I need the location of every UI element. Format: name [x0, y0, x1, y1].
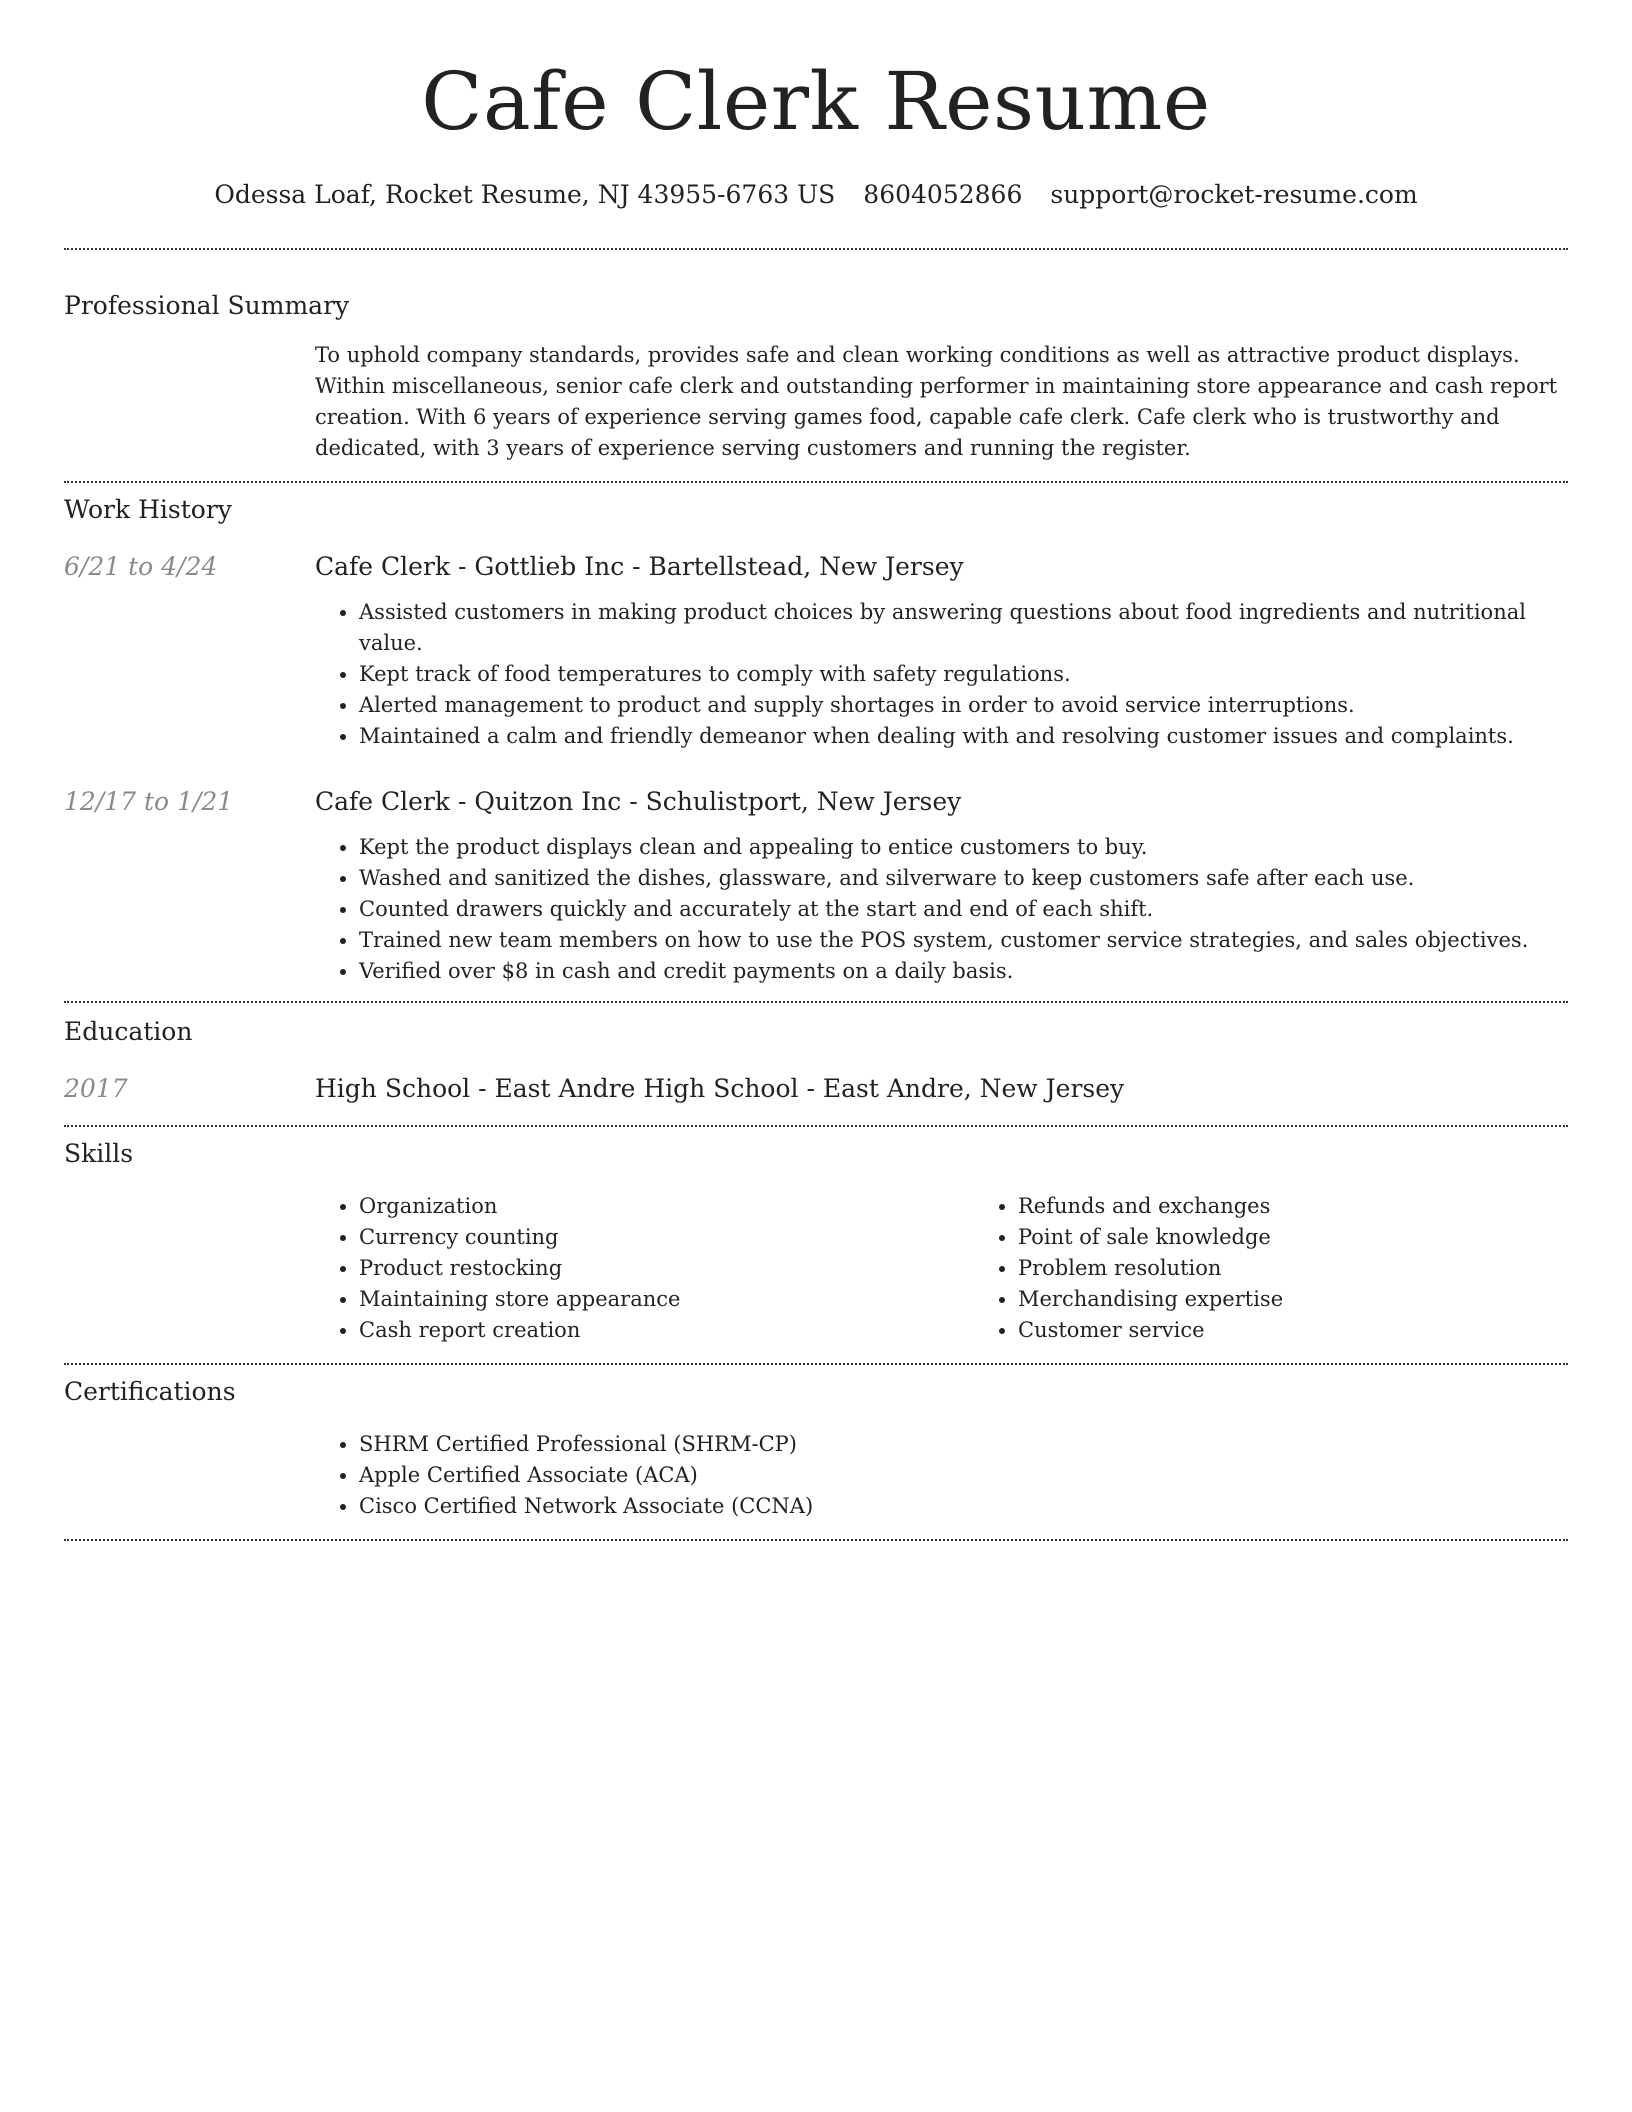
job-entry [64, 785, 1568, 987]
work-history-section [64, 493, 1568, 987]
list-item: • Organization [359, 1191, 974, 1222]
divider [64, 1001, 1568, 1003]
list-item: • Merchandising expertise [1018, 1284, 1632, 1315]
list-item: • Point of sale knowledge [1018, 1222, 1632, 1253]
contact-phone: 8604052866 [863, 180, 1023, 209]
list-item: • Kept track of food temperatures to comply with safety regulations. [359, 659, 1568, 690]
resume-title: Cafe Clerk Resume [421, 55, 1211, 148]
job-title: Cafe Clerk - Gottlieb Inc - Bartellstead, New Jersey [315, 552, 964, 581]
divider [64, 1125, 1568, 1127]
skills-heading: Skills [64, 1139, 134, 1168]
skills-list-left [315, 1191, 974, 1346]
contact-address: Odessa Loaf, Rocket Resume, NJ 43955-6763 US [214, 180, 836, 209]
divider [64, 1363, 1568, 1365]
list-item: • Assisted customers in making product choices by answering questions about food ingredients and nutritional value. [359, 597, 1568, 659]
education-heading: Education [64, 1017, 193, 1046]
list-item: • Cisco Certified Network Associate (CCNA) [359, 1491, 1568, 1522]
job-duties [315, 597, 1568, 752]
summary-section [64, 289, 1568, 464]
list-item: • Counted drawers quickly and accurately at the start and end of each shift. [359, 894, 1568, 925]
work-history-heading: Work History [64, 495, 232, 524]
list-item: • Trained new team members on how to use the POS system, customer service strategies, and sales objectives. [359, 925, 1568, 956]
divider [64, 1539, 1568, 1541]
list-item: • SHRM Certified Professional (SHRM-CP) [359, 1429, 1568, 1460]
summary-text: To uphold company standards, provides safe and clean working conditions as well as attractive product displays. Within miscellaneous, senior cafe clerk and outstanding performer in maintaining store appearance and cash report creation. With 6 years of experience serving games food, capable cafe clerk. Cafe clerk who is trustworthy and dedicated, with 3 years of experience serving customers and running the register. [315, 343, 1558, 460]
divider [64, 481, 1568, 483]
job-title: Cafe Clerk - Quitzon Inc - Schulistport, New Jersey [315, 787, 962, 816]
list-item: • Kept the product displays clean and appealing to entice customers to buy. [359, 832, 1568, 863]
education-entry: High School - East Andre High School - East Andre, New Jersey [315, 1074, 1125, 1103]
skills-list-right [974, 1191, 1632, 1346]
summary-heading: Professional Summary [64, 291, 350, 320]
list-item: • Apple Certified Associate (ACA) [359, 1460, 1568, 1491]
contact-info [64, 178, 1568, 212]
job-dates: 12/17 to 1/21 [64, 787, 234, 816]
list-item: • Verified over $8 in cash and credit payments on a daily basis. [359, 956, 1568, 987]
job-dates: 6/21 to 4/24 [64, 552, 218, 581]
education-year: 2017 [64, 1074, 128, 1103]
list-item: • Product restocking [359, 1253, 974, 1284]
list-item: • Cash report creation [359, 1315, 974, 1346]
list-item: • Maintained a calm and friendly demeanor when dealing with and resolving customer issues and complaints. [359, 721, 1568, 752]
list-item: • Customer service [1018, 1315, 1632, 1346]
divider [64, 248, 1568, 250]
list-item: • Refunds and exchanges [1018, 1191, 1632, 1222]
certifications-section [64, 1375, 1568, 1522]
list-item: • Washed and sanitized the dishes, glassware, and silverware to keep customers safe after each use. [359, 863, 1568, 894]
list-item: • Alerted management to product and supply shortages in order to avoid service interruptions. [359, 690, 1568, 721]
certifications-list [315, 1429, 1568, 1522]
education-section [64, 1015, 1568, 1106]
contact-email: support@rocket-resume.com [1050, 180, 1418, 209]
certifications-heading: Certifications [64, 1377, 236, 1406]
job-entry [64, 550, 1568, 752]
list-item: • Maintaining store appearance [359, 1284, 974, 1315]
list-item: • Currency counting [359, 1222, 974, 1253]
list-item: • Problem resolution [1018, 1253, 1632, 1284]
job-duties [315, 832, 1568, 987]
skills-section [64, 1137, 1568, 1346]
